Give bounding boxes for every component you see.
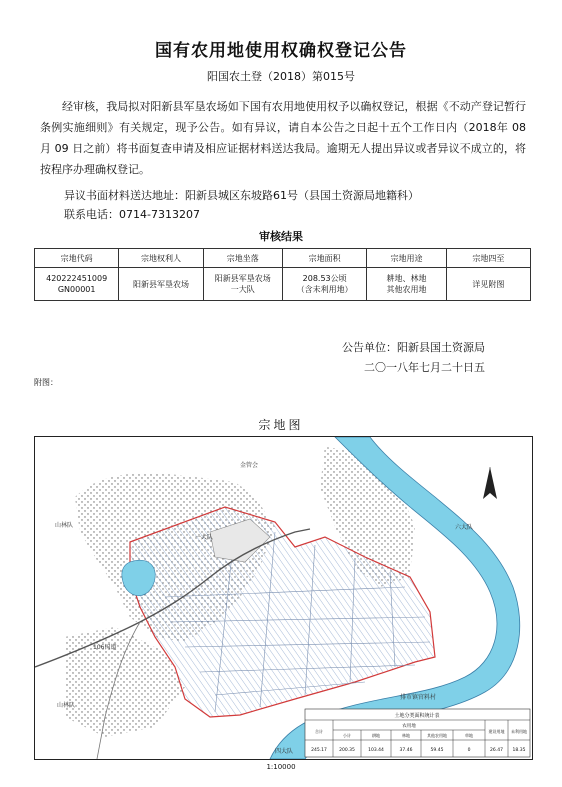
location-line: 阳新县军垦农场 xyxy=(214,274,271,283)
stats-header-cell: 耕地 xyxy=(372,733,380,738)
issue-date: 二〇一八年七月二十日五 xyxy=(364,361,485,374)
header-cell: 宗地用途 xyxy=(367,249,446,268)
objection-address: 异议书面材料送达地址：阳新县城区东坡路61号（县国土资源局地籍科） xyxy=(64,189,419,202)
place-label: 排市镇官料村 xyxy=(400,694,437,701)
place-label: 六大队 xyxy=(455,524,474,531)
results-table xyxy=(34,248,531,301)
location-line: 一大队 xyxy=(230,285,255,294)
place-label: 山林队 xyxy=(55,522,74,529)
stats-title: 土地分类面积统计表 xyxy=(394,713,440,719)
place-label: 四大队 xyxy=(275,748,294,755)
map-scale: 1:10000 xyxy=(266,763,296,771)
land-stats-table xyxy=(305,709,530,757)
stats-header-cell: 其他农用地 xyxy=(427,733,447,738)
notice-paragraph: 经审核，我局拟对阳新县军垦农场如下国有农用地使用权予以确权登记，根据《不动产登记暂行条例实施细则》有关规定，现予公告。如有异议，请自本公告之日起十五个工作日内（2018年 08 月 09 日之前）将书面复查申请及相应证据材料送达我局。逾期无人提出异议或者异议不成立的，将按程序办理确权登记。 xyxy=(40,100,526,176)
results-data-row xyxy=(35,268,531,301)
header-cell: 宗地代码 xyxy=(35,249,119,268)
parcel-code: 420222451009 xyxy=(46,274,108,283)
stats-header-cell: 合计 xyxy=(315,729,323,734)
notice-title: 国有农用地使用权确权登记公告 xyxy=(155,41,407,61)
location-cell xyxy=(203,268,282,301)
area-cell xyxy=(282,268,366,301)
stats-value-cell: 26.47 xyxy=(490,748,503,753)
stats-header-cell: 未利用地 xyxy=(511,729,527,734)
contact-phone: 联系电话：0714-7313207 xyxy=(64,208,200,221)
boundary-cell: 详见附图 xyxy=(446,268,530,301)
parcel-map xyxy=(34,436,533,760)
place-label: 金管会 xyxy=(240,462,259,469)
header-cell: 宗地四至 xyxy=(446,249,530,268)
place-label: 106国道 xyxy=(93,644,117,651)
header-cell: 宗地坐落 xyxy=(203,249,282,268)
stats-value-cell: 200.35 xyxy=(339,748,355,753)
stats-header-cell: 小计 xyxy=(343,733,351,738)
use-cell xyxy=(367,268,446,301)
signature-block xyxy=(342,338,485,378)
stats-header-cell: 林地 xyxy=(402,733,410,738)
owner-cell: 阳新县军垦农场 xyxy=(119,268,203,301)
stats-value-cell: 0 xyxy=(467,748,471,753)
stats-value-cell: 59.45 xyxy=(430,748,444,753)
parcel-code-suffix: GN00001 xyxy=(57,285,96,294)
use-line: 其他农用地 xyxy=(386,285,427,294)
attachment-label: 附图： xyxy=(34,378,58,387)
issuing-unit: 公告单位：阳新县国土资源局 xyxy=(342,341,485,354)
map-drawing xyxy=(35,437,532,759)
map-title: 宗地图 xyxy=(258,418,304,432)
stats-header-cell: 建设用地 xyxy=(488,729,505,734)
stats-value-cell: 18.35 xyxy=(512,748,526,753)
north-arrow-icon xyxy=(483,467,497,499)
stats-header-cell: 草地 xyxy=(465,733,473,738)
results-title: 审核结果 xyxy=(259,230,303,243)
place-label: 一大队 xyxy=(195,534,214,541)
objection-info xyxy=(64,186,419,224)
parcel-code-cell xyxy=(35,268,119,301)
results-header-row xyxy=(35,249,531,268)
document-number: 阳国农土登（2018）第015号 xyxy=(207,70,355,83)
place-label: 山林队 xyxy=(57,702,76,709)
area-note: （含未利用地） xyxy=(296,285,353,294)
area-value: 208.53公顷 xyxy=(302,274,347,283)
stats-group-header: 农用地 xyxy=(402,724,416,729)
header-cell: 宗地权利人 xyxy=(119,249,203,268)
stats-value-cell: 37.46 xyxy=(399,748,413,753)
stats-value-cell: 103.44 xyxy=(368,748,384,753)
header-cell: 宗地面积 xyxy=(282,249,366,268)
use-line: 耕地、林地 xyxy=(386,274,427,283)
stats-value-cell: 245.17 xyxy=(311,748,327,753)
